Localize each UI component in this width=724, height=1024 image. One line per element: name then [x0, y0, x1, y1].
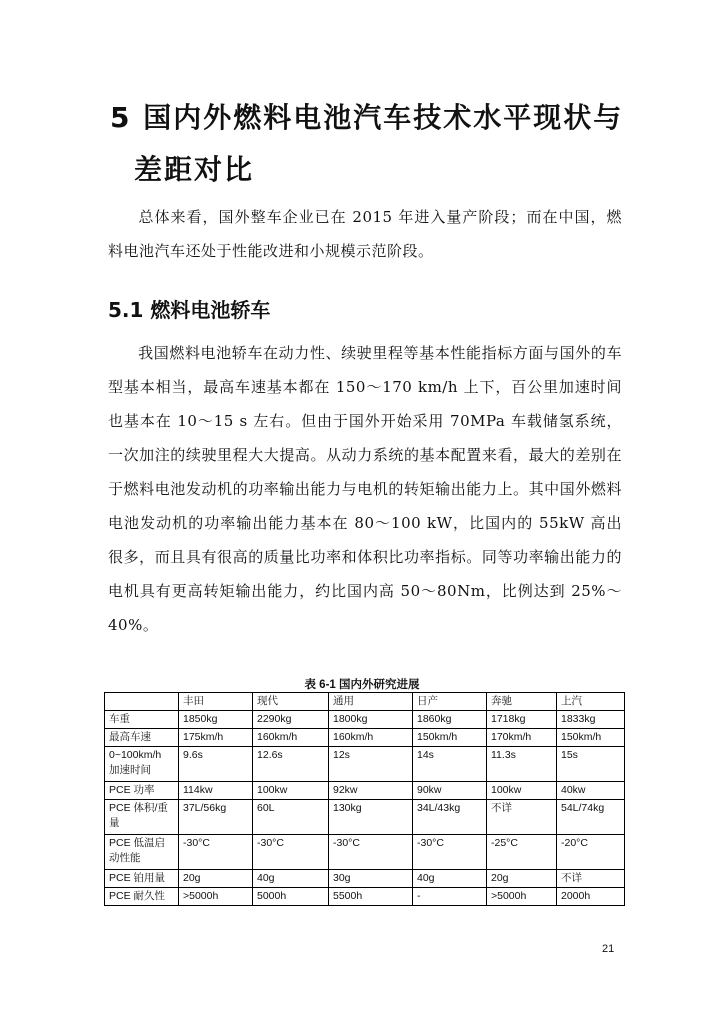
row-label: PCE 功率: [105, 782, 179, 800]
table-cell: 160km/h: [329, 729, 413, 747]
table-caption: 表 6-1 国内外研究进展: [304, 679, 420, 691]
table-cell: 40g: [413, 870, 487, 888]
table-cell: 2290kg: [253, 711, 329, 729]
section-paragraph: [108, 336, 622, 642]
table-cell: 170km/h: [487, 729, 557, 747]
section-paragraph-text: 我国燃料电池轿车在动力性、续驶里程等基本性能指标方面与国外的车型基本相当，最高车速基本都在 150～170 km/h 上下，百公里加速时间也基本在 10～15 s 左右。但由于国外开始采用 70MPa 车载储氢系统，一次加注的续驶里程大大提高。从动力系统的基本配置来看，最大的差别在于燃料电池发动机的功率输出能力与电机的转矩输出能力上。其中国外燃料电池发动机的功率输出能力基本在 80～100 kW，比国内的 55kW 高出很多，而且具有很高的质量比功率和体积比功率指标。同等功率输出能力的电机具有更高转矩输出能力，约比国内高 50～80Nm，比例达到 25%～40%。: [108, 344, 622, 634]
table-cell: 37L/56kg: [179, 800, 253, 835]
table-cell: 1800kg: [329, 711, 413, 729]
table-row: [105, 711, 625, 729]
header-cell: 日产: [413, 693, 487, 711]
table-cell: -30°C: [413, 835, 487, 870]
row-label: 车重: [105, 711, 179, 729]
table-cell: 不详: [487, 800, 557, 835]
table-cell: 90kw: [413, 782, 487, 800]
table-cell: 150km/h: [413, 729, 487, 747]
chapter-title-line1: 5 国内外燃料电池汽车技术水平现状与: [110, 101, 624, 134]
row-label: PCE 低温启动性能: [105, 835, 179, 870]
table-cell: 150km/h: [557, 729, 625, 747]
chapter-title-line2: 差距对比: [134, 153, 255, 186]
table-row: [105, 800, 625, 835]
header-cell: 丰田: [179, 693, 253, 711]
table-cell: 40kw: [557, 782, 625, 800]
table-cell: -30°C: [179, 835, 253, 870]
table-cell: 60L: [253, 800, 329, 835]
table-cell: 12s: [329, 747, 413, 782]
row-label: PCE 体积/重量: [105, 800, 179, 835]
page-number: 21: [602, 943, 615, 955]
table-cell: 92kw: [329, 782, 413, 800]
header-cell: [105, 693, 179, 711]
table-cell: >5000h: [487, 888, 557, 906]
table-cell: 5500h: [329, 888, 413, 906]
table-row: [105, 870, 625, 888]
table-row: [105, 729, 625, 747]
table-cell: -30°C: [329, 835, 413, 870]
table-cell: 34L/43kg: [413, 800, 487, 835]
table-cell: 14s: [413, 747, 487, 782]
table-cell: 11.3s: [487, 747, 557, 782]
section-title: 5.1 燃料电池轿车: [108, 298, 271, 322]
table-cell: 不详: [557, 870, 625, 888]
table-cell: 30g: [329, 870, 413, 888]
row-label: PCE 耐久性: [105, 888, 179, 906]
row-label: 0~100km/h 加速时间: [105, 747, 179, 782]
comparison-table: [104, 692, 625, 906]
table-cell: -20°C: [557, 835, 625, 870]
header-cell: 通用: [329, 693, 413, 711]
table-cell: 2000h: [557, 888, 625, 906]
table-row: [105, 835, 625, 870]
table-cell: 15s: [557, 747, 625, 782]
table-cell: 1833kg: [557, 711, 625, 729]
table-cell: 100kw: [253, 782, 329, 800]
row-label: 最高车速: [105, 729, 179, 747]
table-cell: 1850kg: [179, 711, 253, 729]
table-row: [105, 747, 625, 782]
table-row: [105, 782, 625, 800]
table-cell: 54L/74kg: [557, 800, 625, 835]
table-cell: 9.6s: [179, 747, 253, 782]
header-cell: 上汽: [557, 693, 625, 711]
table-cell: 20g: [179, 870, 253, 888]
table-cell: 20g: [487, 870, 557, 888]
header-cell: 现代: [253, 693, 329, 711]
table-cell: 1860kg: [413, 711, 487, 729]
table-cell: 160km/h: [253, 729, 329, 747]
row-label: PCE 铂用量: [105, 870, 179, 888]
table-cell: 5000h: [253, 888, 329, 906]
table-cell: 114kw: [179, 782, 253, 800]
table-cell: -30°C: [253, 835, 329, 870]
table-cell: 100kw: [487, 782, 557, 800]
chapter-title: [110, 92, 630, 196]
table-cell: 12.6s: [253, 747, 329, 782]
table-cell: >5000h: [179, 888, 253, 906]
table-cell: 40g: [253, 870, 329, 888]
intro-text: 总体来看，国外整车企业已在 2015 年进入量产阶段；而在中国，燃料电池汽车还处于性能改进和小规模示范阶段。: [108, 208, 622, 260]
table-row: [105, 888, 625, 906]
table-header-row: [105, 693, 625, 711]
table-cell: 1718kg: [487, 711, 557, 729]
table-cell: -25°C: [487, 835, 557, 870]
intro-paragraph: [108, 200, 622, 268]
header-cell: 奔驰: [487, 693, 557, 711]
table-cell: 130kg: [329, 800, 413, 835]
table-cell: 175km/h: [179, 729, 253, 747]
table-cell: -: [413, 888, 487, 906]
